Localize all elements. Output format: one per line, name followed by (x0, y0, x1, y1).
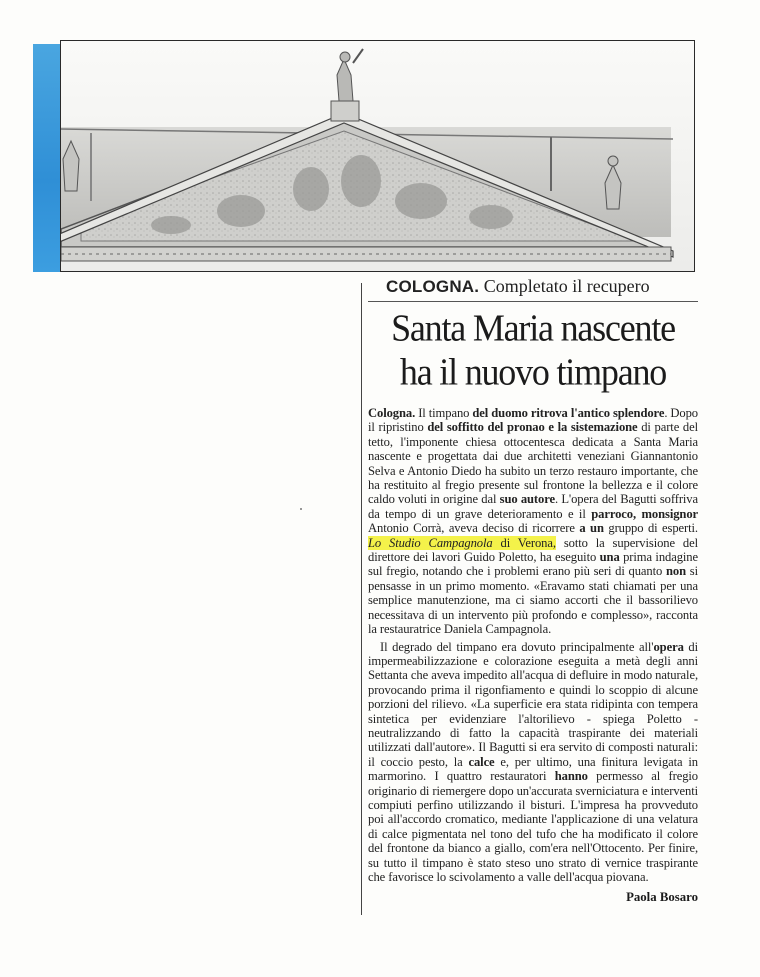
text-run-bold: non (666, 564, 687, 579)
text-run-bold: suo autore (499, 492, 555, 507)
paragraph-1 (368, 406, 698, 637)
article-body (368, 406, 698, 884)
text-run: di parte del tetto, l'imponente chiesa ottocentesca dedicata a Santa Maria nascente e progettata dai due architetti veneziani Giannantonio Selva e Antonio Diedo ha subito un terzo restauro importante, che ha restituito al fregio presente sul frontone la bellezza e il colore caldo voluti in origine dal (368, 420, 698, 507)
text-run-bold: del soffitto del pronao e la sistemazione (427, 420, 638, 435)
kicker-place: COLOGNA. (386, 277, 480, 296)
text-run-bold: del duomo ritrova l'antico splendore (472, 406, 665, 420)
text-run-bold: calce (468, 754, 495, 769)
article-byline: Paola Bosaro (626, 890, 698, 905)
text-run-bold: una (599, 550, 620, 565)
highlighted-city: di Verona, (492, 535, 556, 550)
text-run-bold: a un (579, 521, 604, 536)
text-run: prima indagine sul fregio, notando che i problemi erano più seri di quanto (368, 550, 698, 579)
pediment-photo-icon (61, 41, 694, 271)
text-run: permesso al fregio originario di riemergere dopo un'accurata sverniciatura e interventi compiuti perfino utilizzando il bisturi. L'impresa ha provveduto poi all'accordo cromatico, mediante l'applicazione di una velatura di calce pigmentata nel tono del tufo che ha modificato il colore del frontone da bianco a giallo, com'era nell'Ottocento. Per finire, su tutto il timpano è stato steso uno strato di vernice traspirante che favorisce lo scivolamento a valle dell'acqua piovana. (368, 769, 698, 884)
text-run: . L'opera del Bagutti soffriva da tempo di un grave deterioramento e il (368, 492, 698, 521)
article-kicker (368, 276, 698, 302)
kicker-subtitle: Completato il recupero (479, 276, 650, 296)
headline-line-1: Santa Maria nascente (391, 306, 675, 349)
text-run: sotto la supervisione del direttore dei lavori Guido Poletto, ha eseguito (368, 535, 698, 565)
text-run: si pensasse in un primo momento. «Eravamo stati chiamati per una semplice manutenzione, ma ci siamo accorti che il bassorilievo necessitava di un intervento più profondo e complesso», racconta la restauratrice Daniela Campagnola. (368, 564, 699, 637)
highlighted-text (368, 536, 556, 550)
column-rule (361, 283, 362, 915)
text-run-bold: opera (653, 639, 684, 654)
scan-color-tab (33, 44, 60, 272)
article (368, 276, 698, 905)
scan-dust-mark (300, 508, 302, 510)
text-run: Il degrado del timpano era dovuto principalmente all' (380, 639, 654, 654)
text-run: . Dopo il ripristino (368, 406, 699, 435)
text-run: e, per ultimo, una finitura levigata in marmorino. I quattro restauratori (368, 754, 698, 784)
text-run: Antonio Corrà, aveva deciso di ricorrere (368, 521, 580, 536)
text-run: Il timpano (415, 406, 473, 420)
headline-line-2: ha il nuovo timpano (399, 351, 667, 394)
highlighted-studio-name: Lo Studio Campagnola (368, 535, 493, 550)
article-headline (368, 306, 698, 394)
text-run-bold: parroco, monsignor (591, 506, 699, 521)
text-run-bold: hanno (554, 769, 588, 784)
dateline: Cologna. (368, 406, 416, 420)
pediment-photo (60, 40, 695, 272)
paragraph-2 (368, 640, 698, 885)
text-run: di impermeabilizzazione e colorazione eseguita a metà degli anni Settanta che aveva impedito all'acqua di defluire in modo naturale, provocando prima il rigonfiamento e quindi lo scoppio di alcune porzioni del rilievo. «La superficie era stata ridipinta con tempera sintetica per evidenziare l'altorilievo - spiega Poletto - neutralizzando di fatto la capacità traspirante dei materiali utilizzati dall'autore». Il Bagutti si era servito di composti naturali: il coccio pesto, la (368, 639, 698, 769)
text-run: gruppo di esperti. (603, 521, 698, 536)
